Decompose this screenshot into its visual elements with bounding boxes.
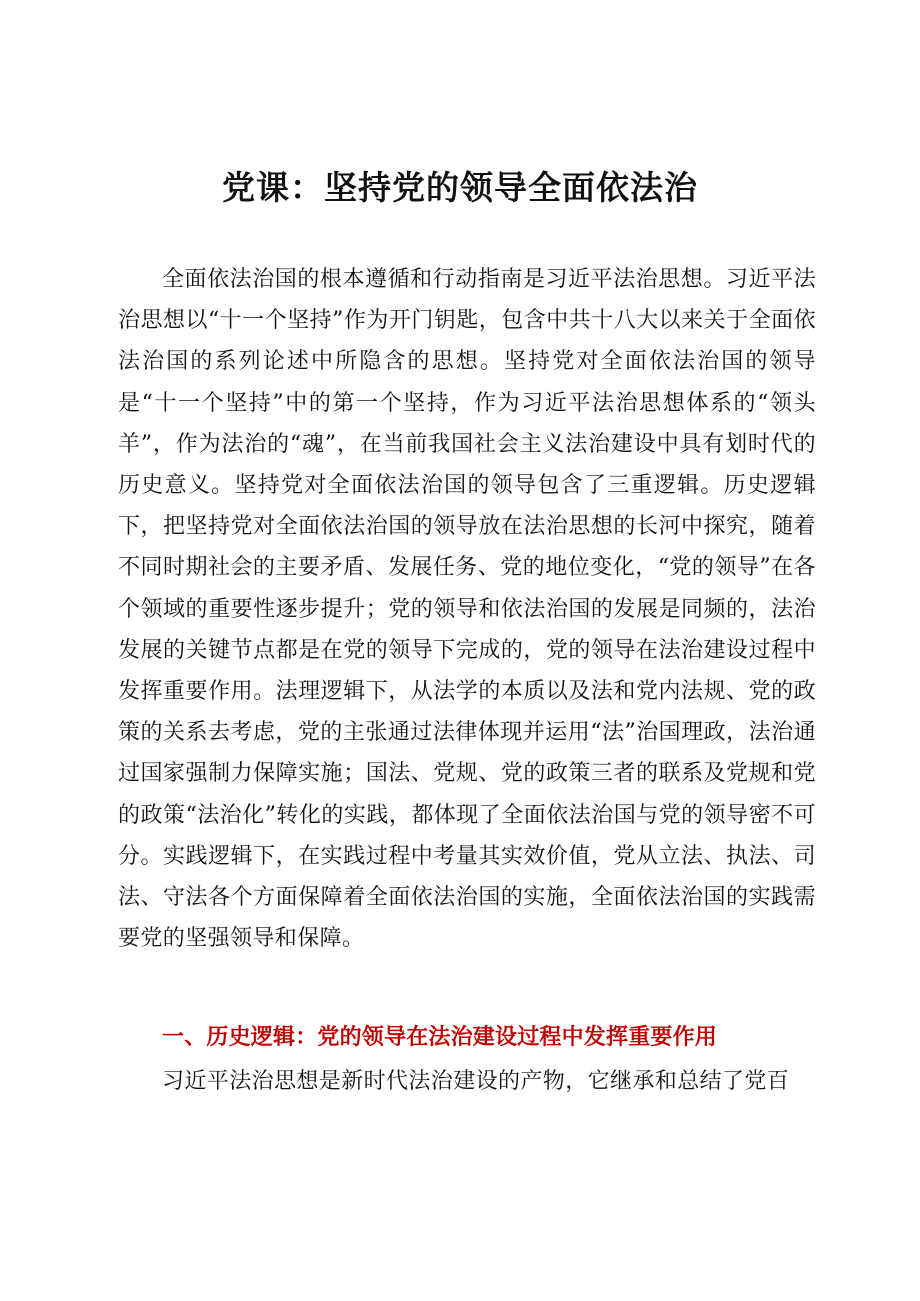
intro-paragraph: 全面依法治国的根本遵循和行动指南是习近平法治思想。习近平法治思想以“十一个坚持”作为开门钥匙，包含中共十八大以来关于全面依法治国的系列论述中所隐含的思想。坚持党对全面依法治国的领导是“十一个坚持”中的第一个坚持，作为习近平法治思想体系的“领头羊”，作为法治的“魂”，在当前我国社会主义法治建设中具有划时代的历史意义。坚持党对全面依法治国的领导包含了三重逻辑。历史逻辑下，把坚持党对全面依法治国的领导放在法治思想的长河中探究，随着不同时期社会的主要矛盾、发展任务、党的地位变化，“党的领导”在各个领域的重要性逐步提升；党的领导和依法治国的发展是同频的，法治发展的关键节点都是在党的领导下完成的，党的领导在法治建设过程中发挥重要作用。法理逻辑下，从法学的本质以及法和党内法规、党的政策的关系去考虑，党的主张通过法律体现并运用“法”治国理政，法治通过国家强制力保障实施；国法、党规、党的政策三者的联系及党规和党的政策“法治化”转化的实践，都体现了全面依法治国与党的领导密不可分。实践逻辑下，在实践过程中考量其实效价值，党从立法、执法、司法、守法各个方面保障着全面依法治国的实施，全面依法治国的实践需要党的坚强领导和保障。 — [118, 267, 816, 952]
section-heading: 一、历史逻辑：党的领导在法治建设过程中发挥重要作用 — [162, 1025, 718, 1050]
section-paragraph: 习近平法治思想是新时代法治建设的产物，它继承和总结了党百 — [162, 1069, 790, 1094]
document-title: 党课：坚持党的领导全面依法治 — [222, 168, 698, 207]
